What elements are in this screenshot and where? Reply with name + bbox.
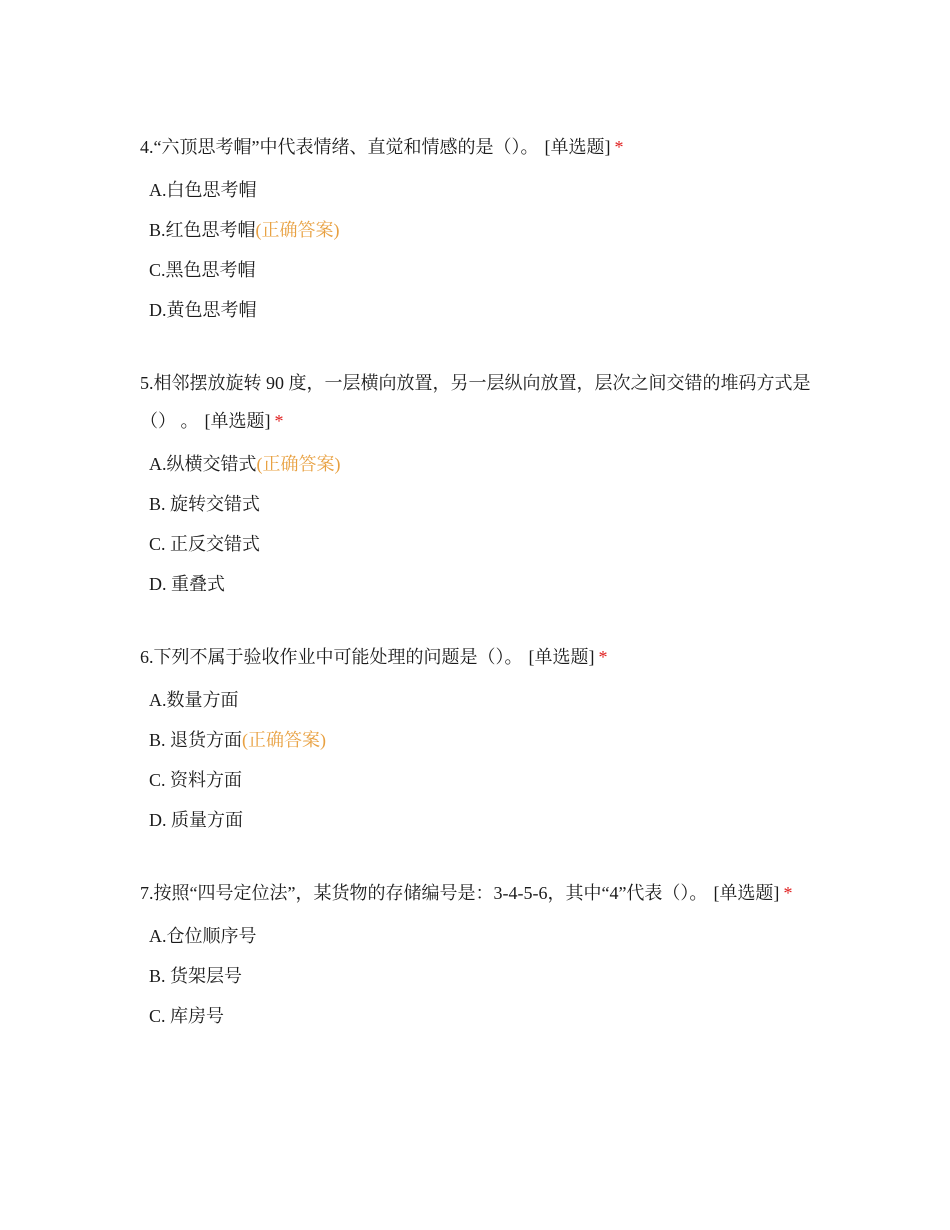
option-label: B. 货架层号 xyxy=(149,966,243,986)
option-item[interactable] xyxy=(140,250,820,290)
question-type: [单选题] xyxy=(713,883,780,903)
question-type: [单选题] xyxy=(528,647,595,667)
option-label: D.黄色思考帽 xyxy=(149,300,257,320)
option-label: C. 资料方面 xyxy=(149,770,243,790)
question-title xyxy=(140,874,820,912)
option-label: A.纵横交错式 xyxy=(149,454,257,474)
required-marker: * xyxy=(783,883,793,903)
question-4 xyxy=(140,128,820,330)
option-item[interactable] xyxy=(140,444,820,484)
required-marker: * xyxy=(614,137,624,157)
required-marker: * xyxy=(598,647,608,667)
option-item[interactable] xyxy=(140,996,820,1036)
correct-answer-mark: (正确答案) xyxy=(242,730,327,750)
survey-page xyxy=(140,128,820,1070)
question-title xyxy=(140,128,820,166)
option-label: C. 正反交错式 xyxy=(149,534,261,554)
option-item[interactable] xyxy=(140,564,820,604)
option-label: C. 库房号 xyxy=(149,1006,225,1026)
question-text: 6.下列不属于验收作业中可能处理的问题是（）。 xyxy=(140,647,523,667)
option-list xyxy=(140,444,820,604)
correct-answer-mark: (正确答案) xyxy=(255,220,340,240)
option-item[interactable] xyxy=(140,290,820,330)
question-type: [单选题] xyxy=(544,137,611,157)
option-item[interactable] xyxy=(140,524,820,564)
question-text: 5.相邻摆放旋转 90 度，一层横向放置，另一层纵向放置，层次之间交错的堆码方式是（） 。 xyxy=(140,373,811,431)
option-label: A.数量方面 xyxy=(149,690,239,710)
question-text: 7.按照“四号定位法”，某货物的存储编号是：3-4-5-6，其中“4”代表（）。 xyxy=(140,883,708,903)
option-item[interactable] xyxy=(140,956,820,996)
option-item[interactable] xyxy=(140,680,820,720)
option-item[interactable] xyxy=(140,170,820,210)
option-label: B. 旋转交错式 xyxy=(149,494,261,514)
option-item[interactable] xyxy=(140,760,820,800)
option-label: A.仓位顺序号 xyxy=(149,926,257,946)
option-label: B.红色思考帽 xyxy=(149,220,256,240)
option-item[interactable] xyxy=(140,916,820,956)
option-label: C.黑色思考帽 xyxy=(149,260,256,280)
option-label: D. 重叠式 xyxy=(149,574,225,594)
option-item[interactable] xyxy=(140,800,820,840)
question-5 xyxy=(140,364,820,604)
option-label: D. 质量方面 xyxy=(149,810,243,830)
question-6 xyxy=(140,638,820,840)
option-label: B. 退货方面 xyxy=(149,730,243,750)
option-item[interactable] xyxy=(140,484,820,524)
option-list xyxy=(140,170,820,330)
required-marker: * xyxy=(274,411,284,431)
question-title xyxy=(140,364,820,440)
option-item[interactable] xyxy=(140,210,820,250)
question-title xyxy=(140,638,820,676)
option-label: A.白色思考帽 xyxy=(149,180,257,200)
option-list xyxy=(140,680,820,840)
option-list xyxy=(140,916,820,1036)
question-type: [单选题] xyxy=(204,411,271,431)
correct-answer-mark: (正确答案) xyxy=(256,454,341,474)
option-item[interactable] xyxy=(140,720,820,760)
question-7 xyxy=(140,874,820,1036)
question-text: 4.“六顶思考帽”中代表情绪、直觉和情感的是（）。 xyxy=(140,137,539,157)
